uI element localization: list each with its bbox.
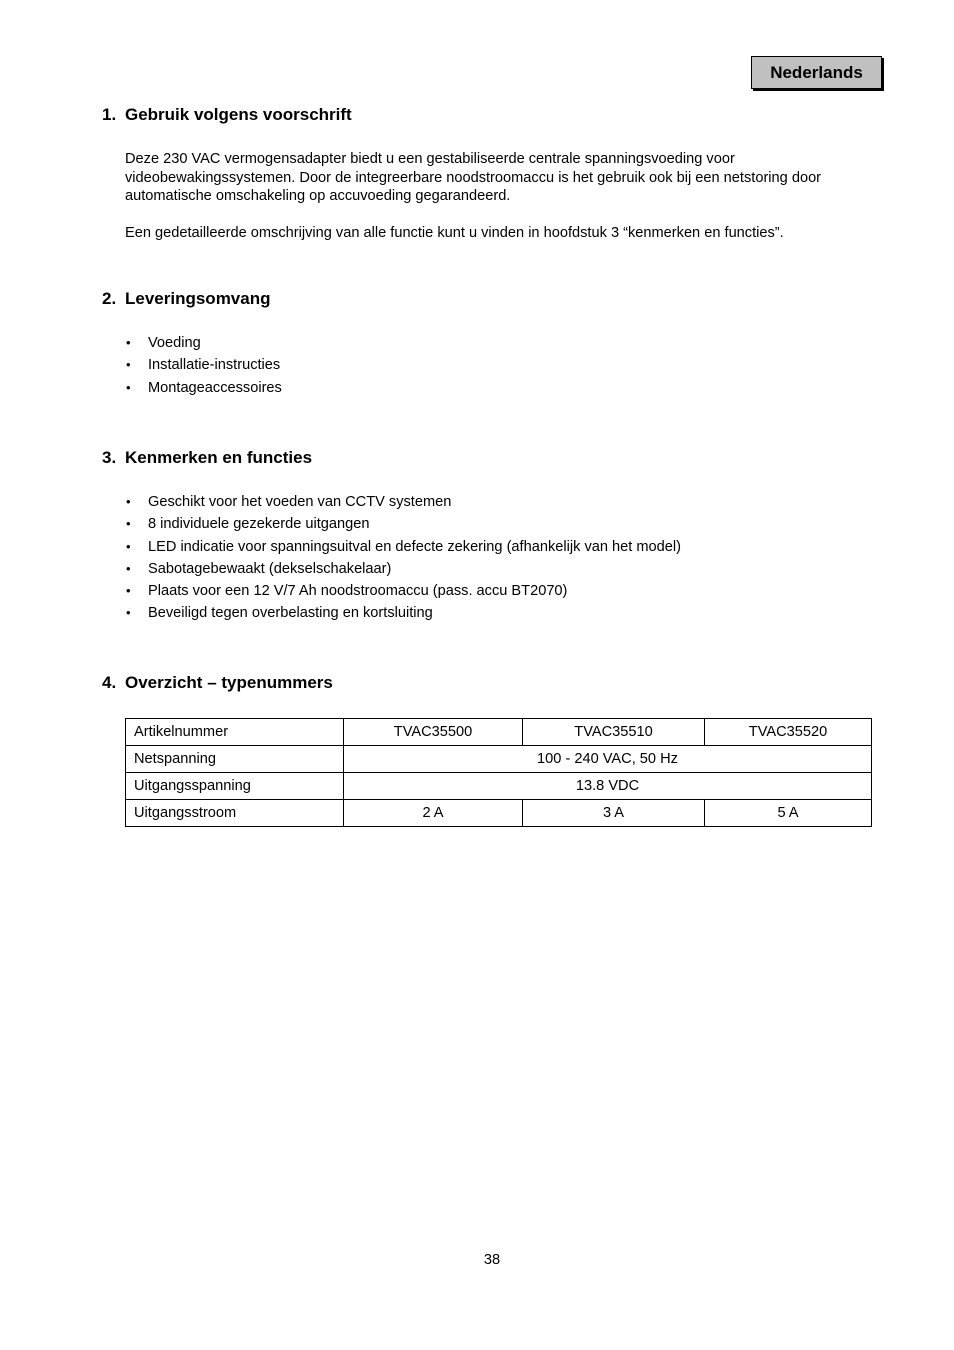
section-title: Leveringsomvang bbox=[125, 289, 271, 308]
list-item bbox=[125, 491, 681, 513]
list-item bbox=[125, 602, 681, 624]
table-row bbox=[126, 746, 872, 773]
list-item-text: Sabotagebewaakt (dekselschakelaar) bbox=[148, 560, 392, 577]
type-number-table bbox=[125, 718, 872, 827]
section-1-paragraph-2: Een gedetailleerde omschrijving van alle functie kunt u vinden in hoofdstuk 3 “kenmerken en functies”. bbox=[125, 225, 784, 241]
table-cell: Uitgangsspanning bbox=[126, 773, 344, 800]
section-1-paragraph-1: Deze 230 VAC vermogensadapter biedt u een gestabiliseerde centrale spanningsvoeding voor videobewakingssystemen. Door de integreerbare noodstroomaccu is het gebruik ook bij een netstoring door automatische omschakeling op accuvoeding gegarandeerd. bbox=[125, 151, 822, 204]
table-cell: Uitgangsstroom bbox=[126, 800, 344, 827]
bullet-icon: • bbox=[126, 379, 131, 395]
table-cell: TVAC35510 bbox=[523, 719, 705, 746]
table-cell: 100 - 240 VAC, 50 Hz bbox=[344, 746, 872, 773]
bullet-icon: • bbox=[126, 494, 131, 509]
list-item bbox=[125, 354, 282, 376]
list-item-text: 8 individuele gezekerde uitgangen bbox=[148, 516, 370, 533]
section-4-heading bbox=[102, 673, 333, 693]
delivery-list bbox=[125, 332, 282, 399]
section-1-heading bbox=[102, 105, 352, 125]
table-row bbox=[126, 773, 872, 800]
section-title: Overzicht – typenummers bbox=[125, 673, 333, 692]
page-number: 38 bbox=[483, 1252, 501, 1268]
table-cell: 3 A bbox=[523, 800, 705, 827]
list-item bbox=[125, 332, 282, 354]
list-item-text: Beveiligd tegen overbelasting en kortsluiting bbox=[148, 605, 433, 622]
list-item bbox=[125, 580, 681, 602]
list-item-text: LED indicatie voor spanningsuitval en defecte zekering (afhankelijk van het model) bbox=[148, 538, 681, 555]
bullet-icon: • bbox=[126, 335, 131, 350]
list-item bbox=[125, 377, 282, 399]
table-cell: TVAC35500 bbox=[344, 719, 523, 746]
table-cell: 2 A bbox=[344, 800, 523, 827]
section-3-heading bbox=[102, 448, 312, 468]
bullet-icon: • bbox=[126, 538, 131, 554]
section-title: Gebruik volgens voorschrift bbox=[125, 105, 352, 124]
list-item-text: Voeding bbox=[148, 335, 201, 351]
list-item bbox=[125, 558, 681, 580]
section-title: Kenmerken en functies bbox=[125, 448, 313, 467]
table-cell: 5 A bbox=[705, 800, 872, 827]
section-2-heading bbox=[102, 289, 271, 309]
bullet-icon: • bbox=[126, 357, 131, 373]
section-number: 4. bbox=[102, 673, 117, 692]
table-cell: Artikelnummer bbox=[126, 719, 344, 746]
table-cell: Netspanning bbox=[126, 746, 344, 773]
section-number: 3. bbox=[102, 448, 117, 467]
list-item-text: Montageaccessoires bbox=[148, 379, 282, 396]
section-number: 1. bbox=[102, 105, 117, 124]
list-item-text: Installatie-instructies bbox=[148, 357, 281, 374]
list-item-text: Geschikt voor het voeden van CCTV systemen bbox=[148, 494, 452, 510]
table-cell: 13.8 VDC bbox=[344, 773, 872, 800]
table-cell: TVAC35520 bbox=[705, 719, 872, 746]
bullet-icon: • bbox=[126, 560, 131, 576]
list-item bbox=[125, 536, 681, 558]
bullet-icon: • bbox=[126, 583, 131, 599]
table-row bbox=[126, 800, 872, 827]
list-item bbox=[125, 513, 681, 535]
list-item-text: Plaats voor een 12 V/7 Ah noodstroomaccu (pass. accu BT2070) bbox=[148, 583, 568, 600]
features-list bbox=[125, 491, 681, 625]
table-row bbox=[126, 719, 872, 746]
bullet-icon: • bbox=[126, 605, 131, 621]
bullet-icon: • bbox=[126, 516, 131, 532]
section-number: 2. bbox=[102, 289, 117, 308]
language-tab: Nederlands bbox=[751, 56, 882, 89]
